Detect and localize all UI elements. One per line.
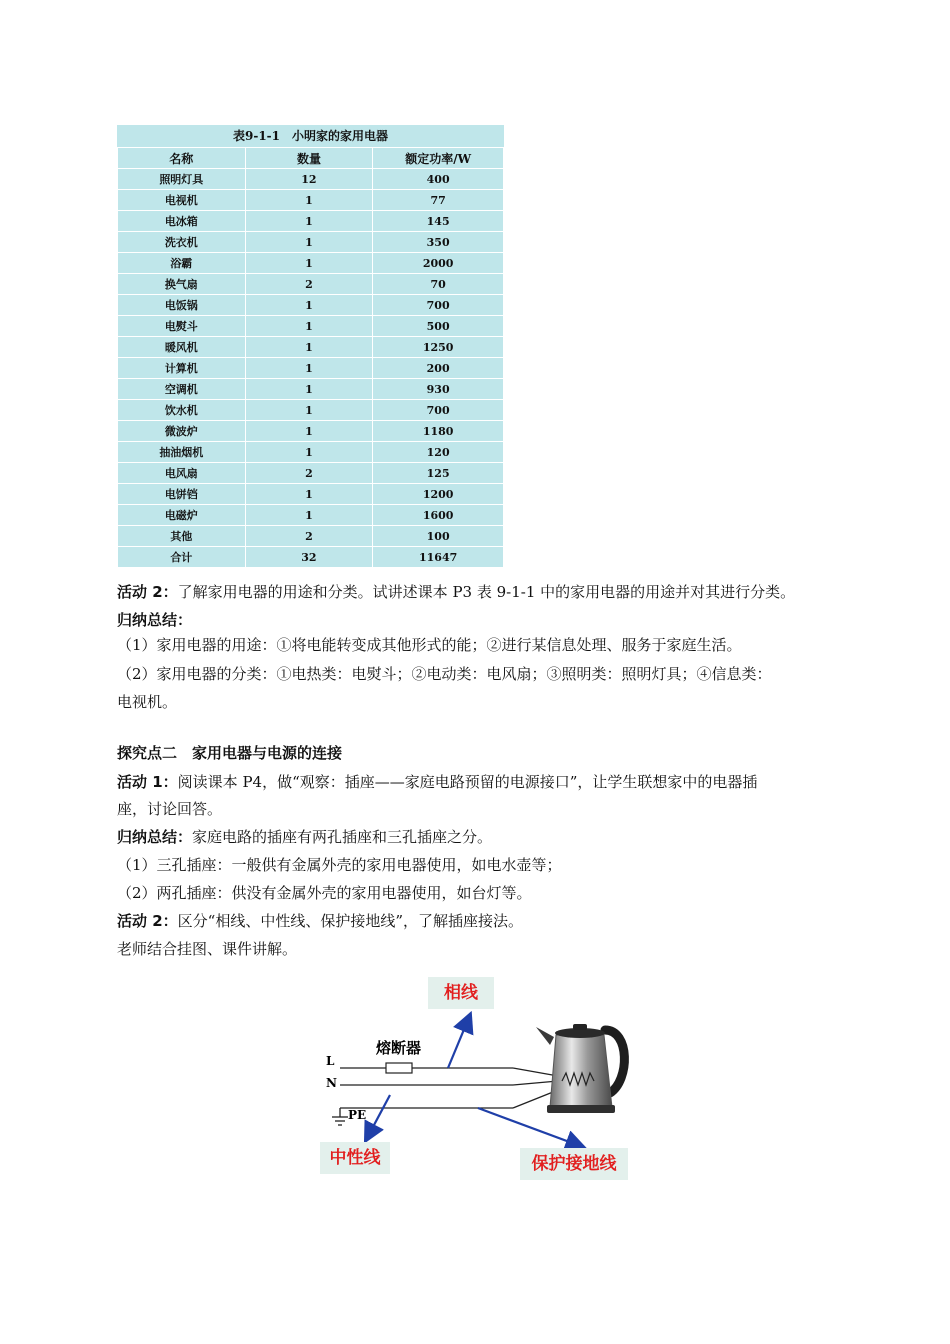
cell-name: 抽油烟机 [118, 442, 246, 463]
cell-name: 洗衣机 [118, 232, 246, 253]
summary-text: 家庭电路的插座有两孔插座和三孔插座之分。 [192, 828, 493, 846]
table-row [118, 505, 504, 526]
cell-name: 电磁炉 [118, 505, 246, 526]
section1-item1: （1）家用电器的用途：①将电能转变成其他形式的能；②进行某信息处理、服务于家庭生活。 [117, 636, 742, 654]
cell-name: 照明灯具 [118, 169, 246, 190]
cell-power: 400 [373, 169, 504, 190]
cell-name: 计算机 [118, 358, 246, 379]
cell-power: 1250 [373, 337, 504, 358]
table-row [118, 337, 504, 358]
section2-summary [117, 825, 857, 849]
cell-name: 电熨斗 [118, 316, 246, 337]
cell-power: 700 [373, 295, 504, 316]
socket-wiring-diagram [318, 975, 638, 1190]
cell-power: 930 [373, 379, 504, 400]
cell-power: 200 [373, 358, 504, 379]
table-row [118, 295, 504, 316]
header-quantity: 数量 [245, 148, 373, 169]
ground-arrow [478, 1108, 583, 1147]
cell-quantity: 2 [245, 274, 373, 295]
appliance-table [117, 125, 504, 568]
cell-power: 145 [373, 211, 504, 232]
table-caption: 表9-1-1 小明家的家用电器 [117, 125, 504, 147]
cell-name: 电风扇 [118, 463, 246, 484]
section1-item2a: （2）家用电器的分类：①电热类：电熨斗；②电动类：电风扇；③照明类：照明灯具；④信息类： [117, 665, 772, 683]
line-l-label: L [326, 1054, 335, 1068]
cell-quantity: 12 [245, 169, 373, 190]
line-pe-label: PE [348, 1108, 367, 1122]
cell-power: 500 [373, 316, 504, 337]
fuse-symbol [386, 1063, 412, 1073]
ground-wire-label: 保护接地线 [520, 1148, 628, 1180]
table-row [118, 400, 504, 421]
cell-name: 暖风机 [118, 337, 246, 358]
cell-name: 饮水机 [118, 400, 246, 421]
section2-activity1 [117, 770, 857, 794]
cell-quantity: 1 [245, 484, 373, 505]
cell-power: 1200 [373, 484, 504, 505]
cell-quantity: 1 [245, 316, 373, 337]
cell-power: 2000 [373, 253, 504, 274]
cell-power: 11647 [373, 547, 504, 568]
cell-quantity: 1 [245, 295, 373, 316]
cell-power: 100 [373, 526, 504, 547]
activity2-text: 区分“相线、中性线、保护接地线”，了解插座接法。 [177, 912, 524, 930]
table-row [118, 526, 504, 547]
cell-quantity: 1 [245, 358, 373, 379]
table-row [118, 358, 504, 379]
live-wire-label: 相线 [428, 977, 494, 1009]
cell-power: 125 [373, 463, 504, 484]
cell-name: 电饭锅 [118, 295, 246, 316]
cell-power: 77 [373, 190, 504, 211]
table-header-row [118, 148, 504, 169]
table-row [118, 442, 504, 463]
cell-name: 其他 [118, 526, 246, 547]
cell-power: 120 [373, 442, 504, 463]
table-row [118, 316, 504, 337]
table-row [118, 169, 504, 190]
cell-quantity: 1 [245, 190, 373, 211]
summary-label: 归纳总结： [117, 828, 193, 846]
table-row [118, 379, 504, 400]
cell-quantity: 1 [245, 421, 373, 442]
table-row-total [118, 547, 504, 568]
cell-power: 700 [373, 400, 504, 421]
table-row [118, 484, 504, 505]
cell-quantity: 1 [245, 211, 373, 232]
live-arrow [448, 1015, 470, 1068]
cell-name: 电饼铛 [118, 484, 246, 505]
line-n-label: N [326, 1076, 337, 1090]
cell-name: 微波炉 [118, 421, 246, 442]
header-power: 额定功率/W [373, 148, 504, 169]
table-row [118, 421, 504, 442]
activity1-label: 活动 1： [117, 773, 178, 791]
cell-name: 电冰箱 [118, 211, 246, 232]
section2-activity1-cont: 座，讨论回答。 [117, 800, 223, 818]
header-name: 名称 [118, 148, 246, 169]
cell-power: 350 [373, 232, 504, 253]
cell-quantity: 1 [245, 400, 373, 421]
activity2-text: 了解家用电器的用途和分类。试讲述课本 P3 表 9-1-1 中的家用电器的用途并对其进行分类。 [177, 583, 796, 601]
table-row [118, 253, 504, 274]
section2-teacher-line: 老师结合挂图、课件讲解。 [117, 940, 298, 958]
kettle-image [536, 1024, 624, 1113]
summary-label: 归纳总结： [117, 611, 193, 629]
neutral-arrow [366, 1095, 390, 1140]
section2-item1: （1）三孔插座：一般供有金属外壳的家用电器使用，如电水壶等； [117, 856, 562, 874]
fuse-label: 熔断器 [376, 1039, 422, 1057]
cell-quantity: 1 [245, 232, 373, 253]
activity1-text: 阅读课本 P4，做“观察：插座——家庭电路预留的电源接口”，让学生联想家中的电器插 [177, 773, 758, 791]
table-row [118, 274, 504, 295]
cell-quantity: 1 [245, 505, 373, 526]
neutral-wire-label: 中性线 [320, 1142, 390, 1174]
section2-activity2 [117, 909, 857, 933]
table-row [118, 190, 504, 211]
cell-power: 1600 [373, 505, 504, 526]
cell-quantity: 1 [245, 379, 373, 400]
cell-quantity: 32 [245, 547, 373, 568]
cell-quantity: 2 [245, 463, 373, 484]
section2-heading: 探究点二 家用电器与电源的连接 [117, 744, 343, 762]
cell-power: 1180 [373, 421, 504, 442]
section2-item2: （2）两孔插座：供没有金属外壳的家用电器使用，如台灯等。 [117, 884, 532, 902]
section1-summary-label [117, 608, 857, 632]
cell-name: 换气扇 [118, 274, 246, 295]
activity2-label: 活动 2： [117, 912, 178, 930]
cell-power: 70 [373, 274, 504, 295]
cell-name: 空调机 [118, 379, 246, 400]
cell-name: 电视机 [118, 190, 246, 211]
cell-name: 合计 [118, 547, 246, 568]
cell-quantity: 1 [245, 253, 373, 274]
table-row [118, 211, 504, 232]
cell-name: 浴霸 [118, 253, 246, 274]
cell-quantity: 1 [245, 337, 373, 358]
table-row [118, 463, 504, 484]
activity2-label: 活动 2： [117, 583, 178, 601]
section1-item2b: 电视机。 [117, 693, 178, 711]
table-row [118, 232, 504, 253]
cell-quantity: 1 [245, 442, 373, 463]
section1-activity2 [117, 580, 857, 604]
cell-quantity: 2 [245, 526, 373, 547]
